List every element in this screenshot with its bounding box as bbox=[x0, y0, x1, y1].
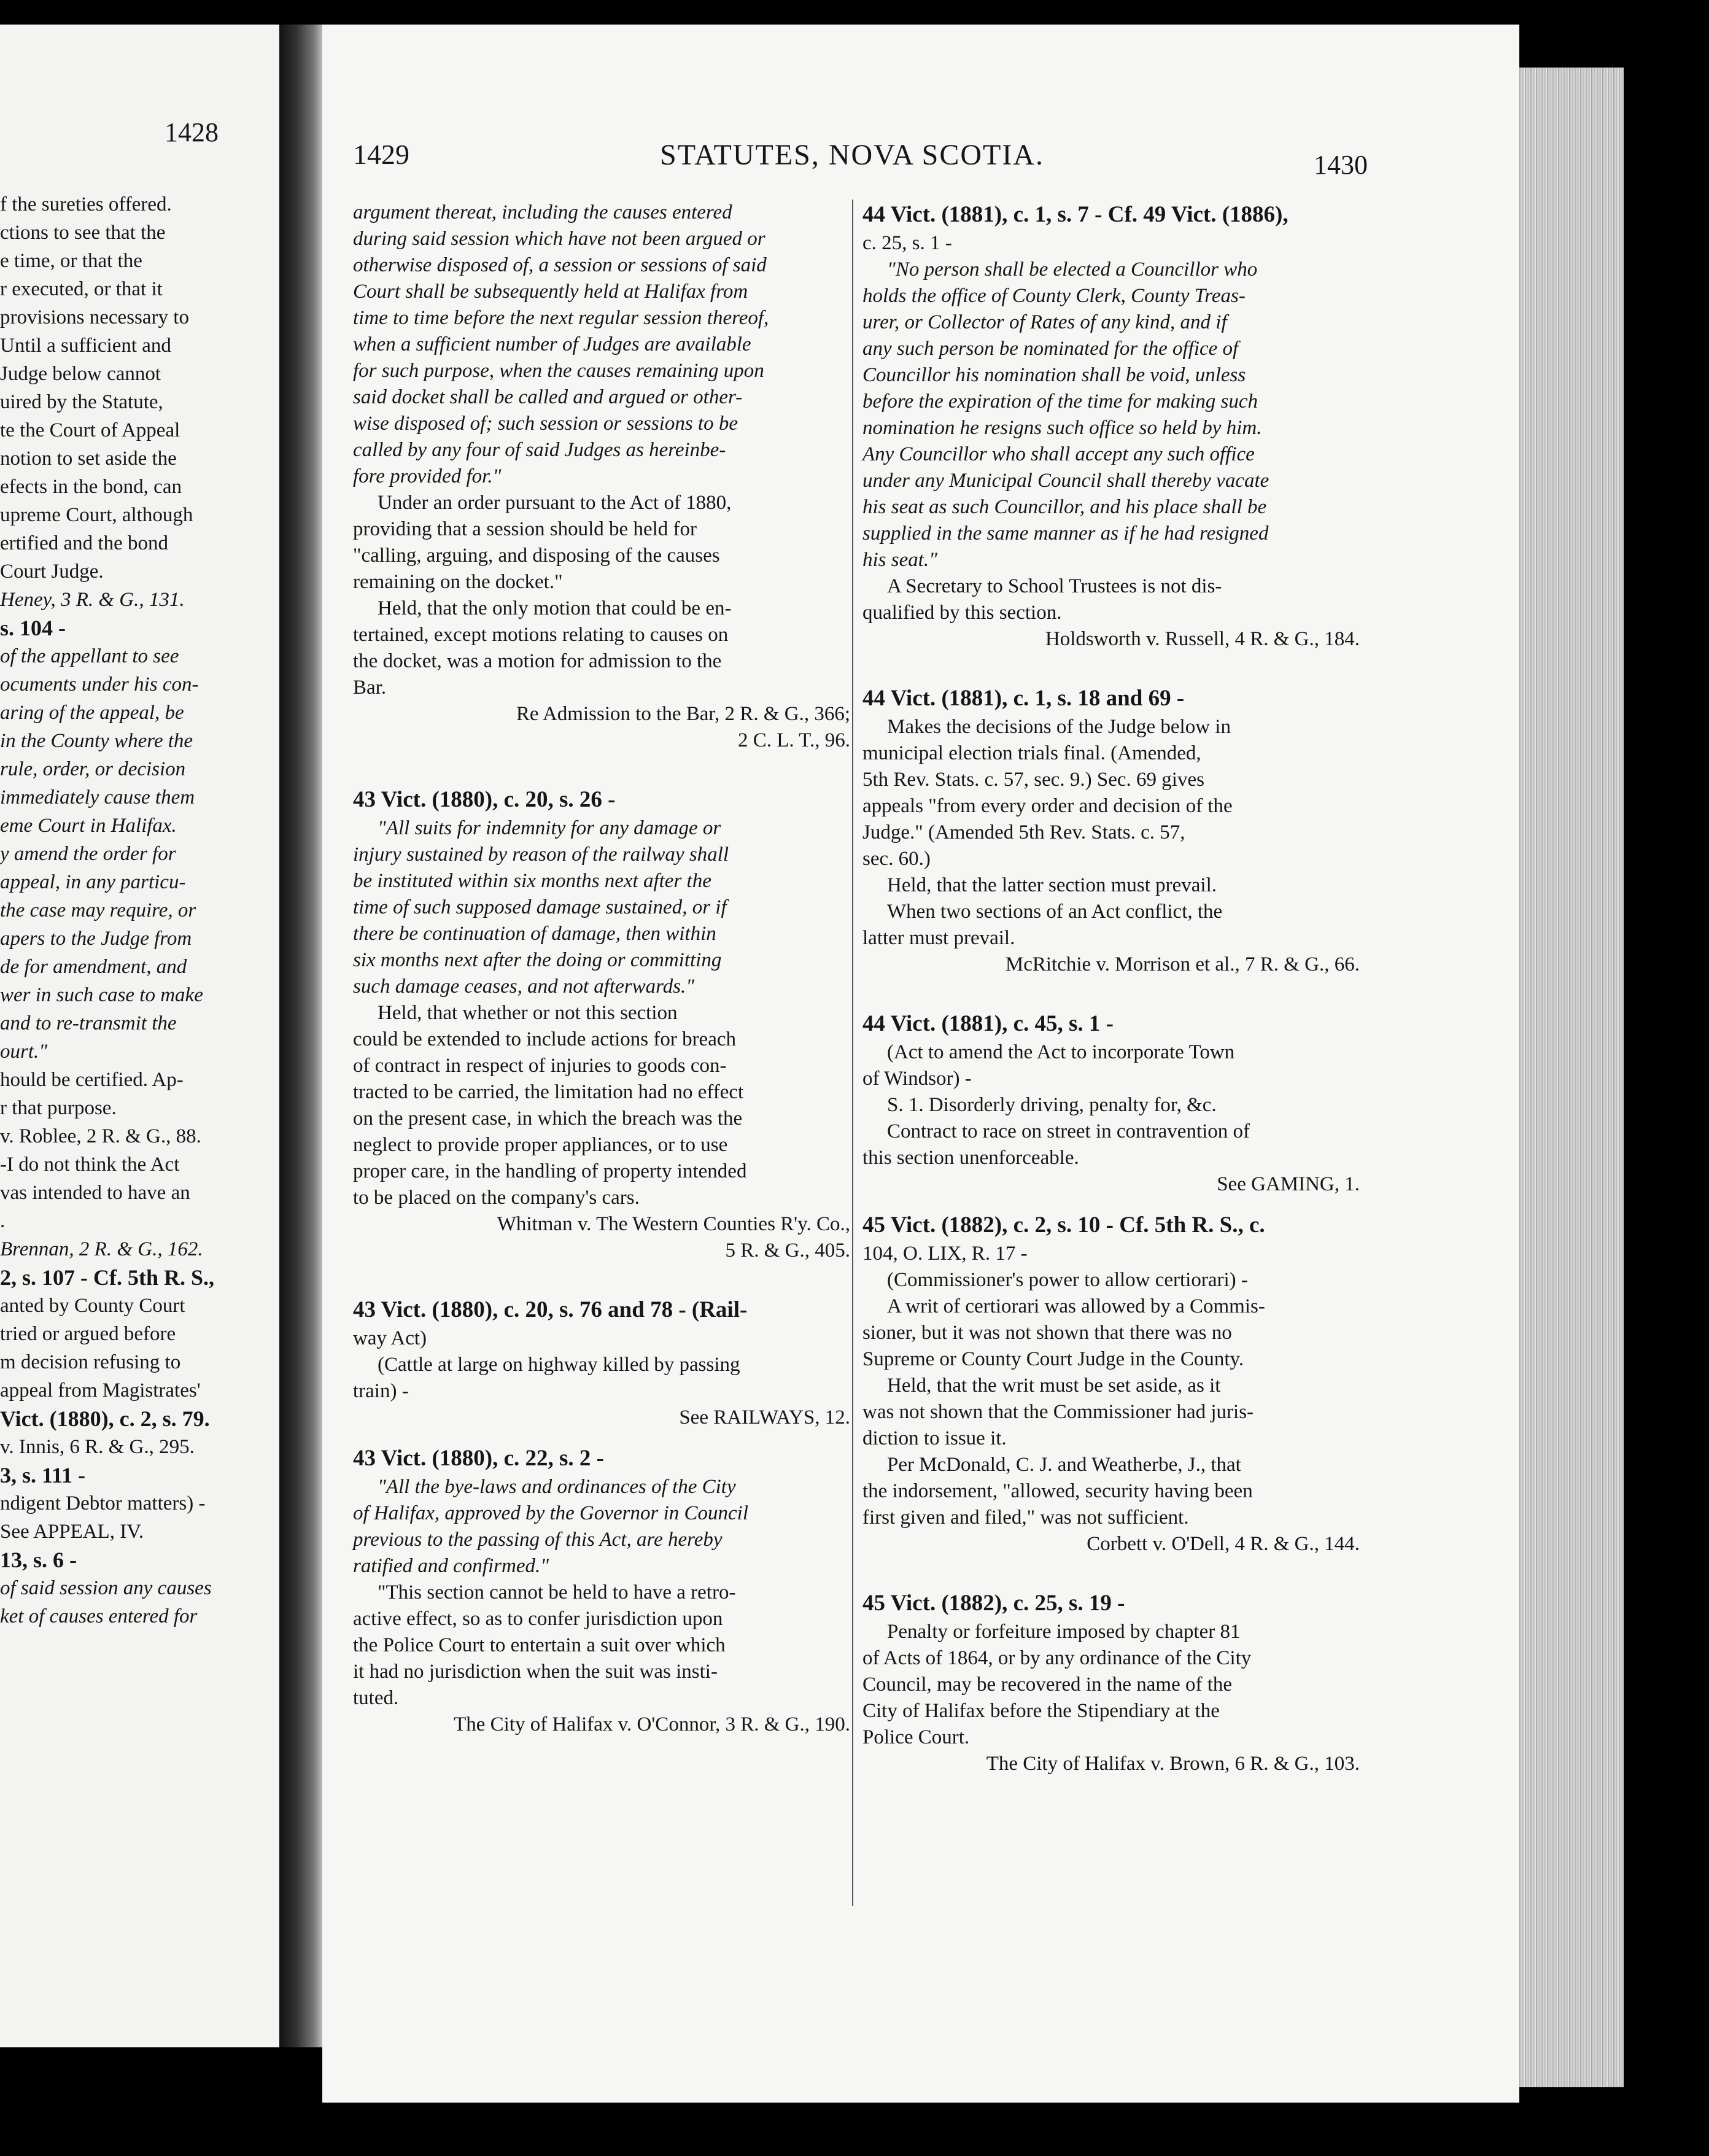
text-line: efects in the bond, can bbox=[0, 476, 182, 498]
right-column bbox=[862, 200, 1372, 1777]
text-line: neglect to provide proper appliances, or to use bbox=[353, 1134, 728, 1156]
text-line: uired by the Statute, bbox=[0, 391, 163, 413]
section-heading: 44 Vict. (1881), c. 45, s. 1 - bbox=[862, 1011, 1114, 1036]
text-line: the docket, was a motion for admission to the bbox=[353, 650, 722, 672]
text-line: his seat." bbox=[862, 549, 938, 571]
text-line: his seat as such Councillor, and his place shall be bbox=[862, 496, 1267, 518]
text-line: the indorsement, "allowed, security having been bbox=[862, 1480, 1253, 1502]
text-line: diction to issue it. bbox=[862, 1427, 1007, 1449]
text-line: Under an order pursuant to the Act of 1880, bbox=[378, 492, 732, 514]
text-line: was not shown that the Commissioner had juris- bbox=[862, 1401, 1254, 1423]
text-line: c. 25, s. 1 - bbox=[862, 232, 952, 254]
text-line: active effect, so as to confer jurisdiction upon bbox=[353, 1608, 723, 1630]
text-line: to be placed on the company's cars. bbox=[353, 1187, 640, 1209]
left-page-text bbox=[0, 190, 276, 1631]
text-line: said docket shall be called and argued or other- bbox=[353, 386, 743, 408]
text-line: the case may require, or bbox=[0, 899, 196, 921]
text-line: train) - bbox=[353, 1380, 409, 1402]
text-line: appeal from Magistrates' bbox=[0, 1379, 201, 1402]
text-line: it had no jurisdiction when the suit was insti- bbox=[353, 1661, 718, 1683]
text-line: Supreme or County Court Judge in the County. bbox=[862, 1348, 1244, 1370]
text-line: te the Court of Appeal bbox=[0, 419, 180, 441]
text-line: tracted to be carried, the limitation had no effect bbox=[353, 1081, 744, 1103]
text-line: sioner, but it was not shown that there was no bbox=[862, 1322, 1232, 1344]
text-line: ndigent Debtor matters) - bbox=[0, 1492, 206, 1514]
text-line: "calling, arguing, and disposing of the causes bbox=[353, 545, 720, 567]
text-line: ratified and confirmed." bbox=[353, 1555, 549, 1577]
text-line: Court Judge. bbox=[0, 560, 104, 583]
text-line: (Act to amend the Act to incorporate Town bbox=[887, 1041, 1235, 1063]
section-heading: 45 Vict. (1882), c. 2, s. 10 - Cf. 5th R. S., c. bbox=[862, 1212, 1265, 1238]
page-edges bbox=[1519, 68, 1624, 2087]
text-line: (Cattle at large on highway killed by passing bbox=[378, 1354, 740, 1376]
spacer bbox=[862, 1557, 1372, 1576]
text-line: sec. 60.) bbox=[862, 848, 931, 870]
running-title: STATUTES, NOVA SCOTIA. bbox=[660, 139, 1044, 171]
case-citation: The City of Halifax v. Brown, 6 R. & G., 103. bbox=[986, 1753, 1360, 1775]
text-line: (Commissioner's power to allow certiorari) - bbox=[887, 1269, 1248, 1291]
book-gutter bbox=[279, 25, 322, 2047]
left-page-number: 1428 bbox=[165, 117, 219, 147]
text-line: City of Halifax before the Stipendiary at the bbox=[862, 1700, 1220, 1722]
text-line: urer, or Collector of Rates of any kind, and if bbox=[862, 311, 1227, 333]
section-heading: 45 Vict. (1882), c. 25, s. 19 - bbox=[862, 1591, 1125, 1616]
text-line: Court shall be subsequently held at Halifax from bbox=[353, 281, 748, 303]
text-line: Judge." (Amended 5th Rev. Stats. c. 57, bbox=[862, 821, 1185, 843]
text-line: proper care, in the handling of property intended bbox=[353, 1160, 747, 1182]
text-line: wer in such case to make bbox=[0, 984, 203, 1006]
case-citation: Whitman v. The Western Counties R'y. Co., bbox=[497, 1213, 850, 1235]
case-citation: McRitchie v. Morrison et al., 7 R. & G., 66. bbox=[1005, 953, 1360, 975]
left-page bbox=[0, 25, 279, 2047]
page-number-right: 1430 bbox=[1314, 150, 1368, 180]
text-line: nomination he resigns such office so held by him. bbox=[862, 417, 1262, 439]
text-line: immediately cause them bbox=[0, 786, 195, 808]
text-line: under any Municipal Council shall thereby vacate bbox=[862, 470, 1269, 492]
case-citation: Corbett v. O'Dell, 4 R. & G., 144. bbox=[1087, 1533, 1360, 1555]
text-line: Contract to race on street in contravention of bbox=[887, 1120, 1250, 1142]
text-line: of Acts of 1864, or by any ordinance of the City bbox=[862, 1647, 1252, 1669]
text-line: eme Court in Halifax. bbox=[0, 815, 177, 837]
text-line: way Act) bbox=[353, 1327, 427, 1349]
column-rule bbox=[852, 200, 853, 1906]
text-line: Any Councillor who shall accept any such office bbox=[862, 443, 1255, 465]
text-line: -I do not think the Act bbox=[0, 1154, 180, 1176]
section-heading: 44 Vict. (1881), c. 1, s. 18 and 69 - bbox=[862, 686, 1185, 711]
text-line: of the appellant to see bbox=[0, 645, 179, 667]
spacer bbox=[862, 653, 1372, 671]
text-line: S. 1. Disorderly driving, penalty for, &c. bbox=[887, 1094, 1217, 1116]
text-line: first given and filed," was not sufficient. bbox=[862, 1506, 1189, 1529]
text-line: . bbox=[0, 1210, 6, 1232]
section-heading: 43 Vict. (1880), c. 20, s. 26 - bbox=[353, 787, 616, 812]
text-line: Held, that the writ must be set aside, as it bbox=[887, 1375, 1221, 1397]
text-line: When two sections of an Act conflict, the bbox=[887, 901, 1223, 923]
page-number-left: 1429 bbox=[353, 139, 409, 170]
spacer bbox=[353, 1264, 862, 1282]
text-line: f the sureties offered. bbox=[0, 193, 172, 215]
text-line: Councillor his nomination shall be void, unless bbox=[862, 364, 1246, 386]
text-line: 13, s. 6 - bbox=[0, 1548, 77, 1572]
text-line: Vict. (1880), c. 2, s. 79. bbox=[0, 1406, 210, 1431]
text-line: in the County where the bbox=[0, 730, 193, 752]
text-line: before the expiration of the time for making such bbox=[862, 390, 1258, 413]
case-citation: See GAMING, 1. bbox=[1217, 1173, 1360, 1195]
case-citation: See RAILWAYS, 12. bbox=[679, 1406, 850, 1429]
spacer bbox=[353, 754, 862, 772]
text-line: Judge below cannot bbox=[0, 363, 161, 385]
text-line: be instituted within six months next after the bbox=[353, 870, 711, 892]
text-line: ourt." bbox=[0, 1041, 48, 1063]
case-citation: Re Admission to the Bar, 2 R. & G., 366; bbox=[516, 703, 850, 725]
text-line: Per McDonald, C. J. and Weatherbe, J., that bbox=[887, 1454, 1241, 1476]
text-line: apers to the Judge from bbox=[0, 928, 192, 950]
text-line: 3, s. 111 - bbox=[0, 1463, 86, 1487]
text-line: previous to the passing of this Act, are hereby bbox=[353, 1529, 723, 1551]
text-line: injury sustained by reason of the railway shall bbox=[353, 843, 729, 866]
text-line: appeals "from every order and decision of the bbox=[862, 795, 1233, 817]
text-line: there be continuation of damage, then within bbox=[353, 923, 716, 945]
text-line: of contract in respect of injuries to goods con- bbox=[353, 1055, 727, 1077]
text-line: 104, O. LIX, R. 17 - bbox=[862, 1243, 1028, 1265]
text-line: Makes the decisions of the Judge below in bbox=[887, 716, 1231, 738]
text-line: for such purpose, when the causes remaining upon bbox=[353, 360, 764, 382]
right-page bbox=[322, 25, 1519, 2103]
text-line: tertained, except motions relating to causes on bbox=[353, 624, 729, 646]
text-line: of said session any causes bbox=[0, 1577, 212, 1599]
spacer bbox=[862, 978, 1372, 996]
text-line: and to re-transmit the bbox=[0, 1012, 177, 1034]
text-line: Until a sufficient and bbox=[0, 335, 171, 357]
text-line: any such person be nominated for the office of bbox=[862, 338, 1239, 360]
text-line: Police Court. bbox=[862, 1726, 970, 1748]
text-line: r executed, or that it bbox=[0, 278, 163, 300]
text-line: A writ of certiorari was allowed by a Commis- bbox=[887, 1295, 1265, 1317]
text-line: supplied in the same manner as if he had resigned bbox=[862, 522, 1269, 545]
text-line: "This section cannot be held to have a retro- bbox=[378, 1581, 736, 1603]
text-line: rule, order, or decision bbox=[0, 758, 186, 780]
text-line: latter must prevail. bbox=[862, 927, 1015, 949]
text-line: Brennan, 2 R. & G., 162. bbox=[0, 1238, 203, 1260]
text-line: aring of the appeal, be bbox=[0, 702, 184, 724]
text-line: Heney, 3 R. & G., 131. bbox=[0, 589, 185, 611]
text-line: v. Roblee, 2 R. & G., 88. bbox=[0, 1125, 201, 1147]
text-line: Held, that whether or not this section bbox=[378, 1002, 678, 1024]
text-line: called by any four of said Judges as hereinbe- bbox=[353, 439, 726, 461]
case-citation: 2 C. L. T., 96. bbox=[737, 729, 850, 751]
text-line: notion to set aside the bbox=[0, 448, 177, 470]
text-line: m decision refusing to bbox=[0, 1351, 181, 1373]
text-line: the Police Court to entertain a suit over which bbox=[353, 1634, 726, 1656]
text-line: could be extended to include actions for breach bbox=[353, 1028, 737, 1050]
text-line: remaining on the docket." bbox=[353, 571, 563, 593]
section-heading: 43 Vict. (1880), c. 20, s. 76 and 78 - (Rail- bbox=[353, 1297, 748, 1322]
text-line: "All suits for indemnity for any damage or bbox=[378, 817, 721, 839]
section-heading: 43 Vict. (1880), c. 22, s. 2 - bbox=[353, 1446, 604, 1471]
text-line: ket of causes entered for bbox=[0, 1605, 198, 1627]
text-line: upreme Court, although bbox=[0, 504, 193, 526]
text-line: appeal, in any particu- bbox=[0, 871, 186, 893]
text-line: such damage ceases, and not afterwards." bbox=[353, 975, 695, 998]
text-line: of Windsor) - bbox=[862, 1068, 972, 1090]
text-line: argument thereat, including the causes entered bbox=[353, 201, 732, 223]
text-line: A Secretary to School Trustees is not dis- bbox=[887, 575, 1222, 597]
text-line: s. 104 - bbox=[0, 616, 66, 640]
text-line: anted by County Court bbox=[0, 1295, 185, 1317]
text-line: "No person shall be elected a Councillor who bbox=[887, 258, 1258, 281]
text-line: qualified by this section. bbox=[862, 602, 1062, 624]
text-line: y amend the order for bbox=[0, 843, 176, 865]
text-line: on the present case, in which the breach was the bbox=[353, 1107, 743, 1130]
text-line: otherwise disposed of, a session or sessions of said bbox=[353, 254, 767, 276]
text-line: fore provided for." bbox=[353, 465, 502, 487]
case-citation: The City of Halifax v. O'Connor, 3 R. & G., 190. bbox=[454, 1713, 850, 1735]
text-line: this section unenforceable. bbox=[862, 1147, 1079, 1169]
case-citation: 5 R. & G., 405. bbox=[725, 1239, 850, 1262]
text-line: r that purpose. bbox=[0, 1097, 117, 1119]
text-line: of Halifax, approved by the Governor in Council bbox=[353, 1502, 748, 1524]
text-line: "All the bye-laws and ordinances of the City bbox=[378, 1476, 736, 1498]
page-header bbox=[322, 138, 1519, 187]
text-line: v. Innis, 6 R. & G., 295. bbox=[0, 1436, 195, 1458]
text-line: time of such supposed damage sustained, or if bbox=[353, 896, 727, 918]
text-line: de for amendment, and bbox=[0, 956, 187, 978]
text-line: 2, s. 107 - Cf. 5th R. S., bbox=[0, 1265, 215, 1290]
text-line: Bar. bbox=[353, 677, 387, 699]
text-line: six months next after the doing or committing bbox=[353, 949, 722, 971]
text-line: Held, that the only motion that could be en- bbox=[378, 597, 732, 619]
left-column bbox=[353, 200, 862, 1738]
text-line: wise disposed of; such session or sessions to be bbox=[353, 413, 738, 435]
text-line: See APPEAL, IV. bbox=[0, 1521, 144, 1543]
text-line: ertified and the bond bbox=[0, 532, 168, 554]
text-line: 5th Rev. Stats. c. 57, sec. 9.) Sec. 69 gives bbox=[862, 769, 1204, 791]
text-line: tuted. bbox=[353, 1687, 399, 1709]
text-line: when a sufficient number of Judges are available bbox=[353, 333, 751, 355]
text-line: Council, may be recovered in the name of the bbox=[862, 1673, 1233, 1696]
text-line: Penalty or forfeiture imposed by chapter 81 bbox=[887, 1621, 1241, 1643]
text-line: during said session which have not been argued or bbox=[353, 228, 765, 250]
text-line: ctions to see that the bbox=[0, 222, 166, 244]
section-heading: 44 Vict. (1881), c. 1, s. 7 - Cf. 49 Vict. (1886), bbox=[862, 202, 1289, 227]
text-line: ocuments under his con- bbox=[0, 673, 199, 696]
text-line: time to time before the next regular session thereof, bbox=[353, 307, 769, 329]
text-line: holds the office of County Clerk, County Treas- bbox=[862, 285, 1246, 307]
text-line: vas intended to have an bbox=[0, 1182, 190, 1204]
text-line: e time, or that the bbox=[0, 250, 142, 272]
text-line: tried or argued before bbox=[0, 1323, 176, 1345]
text-line: Held, that the latter section must prevail. bbox=[887, 874, 1217, 896]
text-line: hould be certified. Ap- bbox=[0, 1069, 184, 1091]
text-line: providing that a session should be held for bbox=[353, 518, 697, 540]
text-line: municipal election trials final. (Amended, bbox=[862, 742, 1201, 764]
case-citation: Holdsworth v. Russell, 4 R. & G., 184. bbox=[1045, 628, 1360, 650]
text-line: provisions necessary to bbox=[0, 306, 189, 328]
